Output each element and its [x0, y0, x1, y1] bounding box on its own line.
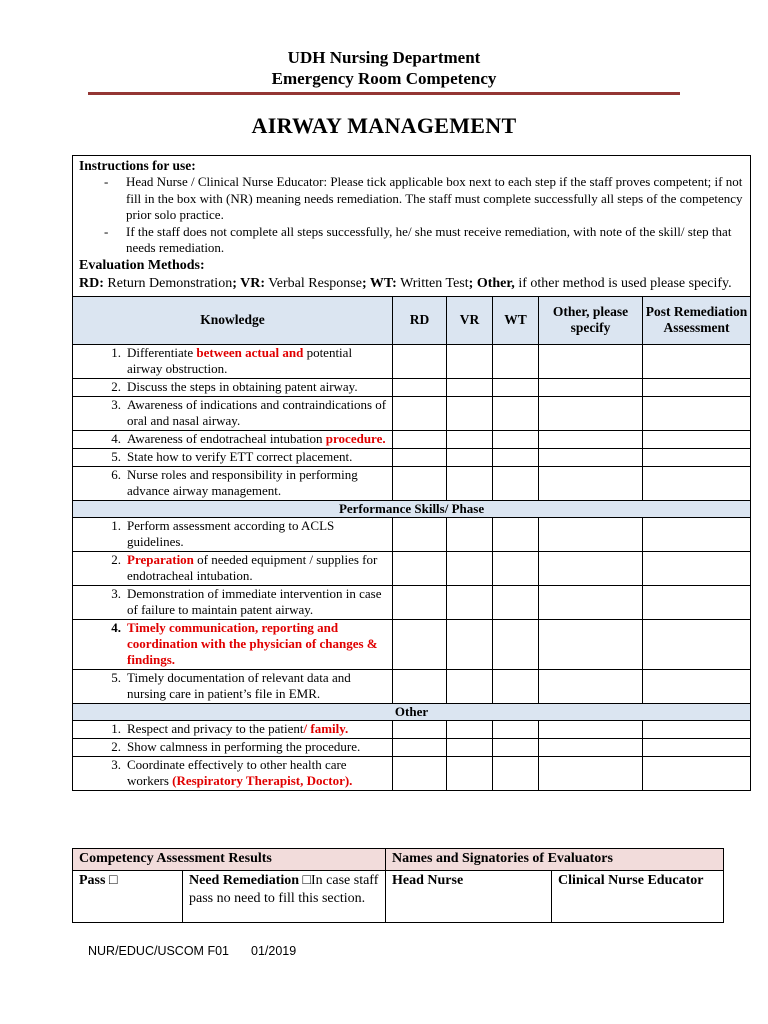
- checklist-row: [73, 430, 751, 448]
- check-cell-other[interactable]: [539, 517, 643, 551]
- check-cell-post-remediation[interactable]: [643, 585, 751, 619]
- check-cell-rd[interactable]: [393, 756, 447, 790]
- check-cell-rd[interactable]: [393, 448, 447, 466]
- item-number: 3.: [111, 396, 121, 412]
- item-number: 4.: [111, 619, 121, 635]
- item-text: State how to verify ETT correct placement.: [127, 448, 353, 464]
- need-remediation-cell[interactable]: [183, 871, 386, 923]
- checklist-item: [73, 466, 393, 500]
- check-cell-wt[interactable]: [493, 378, 539, 396]
- column-header-other: Other, please specify: [539, 296, 643, 344]
- check-cell-vr[interactable]: [447, 720, 493, 738]
- check-cell-vr[interactable]: [447, 619, 493, 669]
- check-cell-wt[interactable]: [493, 585, 539, 619]
- item-number: 1.: [111, 720, 121, 736]
- item-text: Discuss the steps in obtaining patent airway.: [127, 378, 358, 394]
- check-cell-rd[interactable]: [393, 738, 447, 756]
- check-cell-wt[interactable]: [493, 396, 539, 430]
- check-cell-rd[interactable]: [393, 669, 447, 703]
- check-cell-other[interactable]: [539, 720, 643, 738]
- check-cell-post-remediation[interactable]: [643, 448, 751, 466]
- item-text: Differentiate between actual and potential airway obstruction.: [127, 344, 353, 376]
- form-footer: [88, 944, 318, 958]
- check-cell-other[interactable]: [539, 619, 643, 669]
- item-text: Awareness of indications and contraindications of oral and nasal airway.: [127, 396, 387, 428]
- check-cell-rd[interactable]: [393, 551, 447, 585]
- evaluation-methods: Evaluation Methods: RD: Return Demonstration; VR: Verbal Response; WT: Written Test; Other, if other method is used please specify.: [79, 257, 745, 293]
- check-cell-rd[interactable]: [393, 378, 447, 396]
- competency-checklist-table: [72, 155, 751, 791]
- item-text: Timely documentation of relevant data and nursing care in patient’s file in EMR.: [127, 669, 351, 701]
- checklist-row: [73, 585, 751, 619]
- page-title: AIRWAY MANAGEMENT: [251, 113, 517, 138]
- instructions-box: [73, 156, 751, 297]
- check-cell-vr[interactable]: [447, 344, 493, 378]
- clinical-educator-signature[interactable]: Clinical Nurse Educator: [552, 871, 724, 923]
- check-cell-rd[interactable]: [393, 619, 447, 669]
- item-number: 6.: [111, 466, 121, 482]
- assessment-results-table: [72, 848, 724, 923]
- check-cell-vr[interactable]: [447, 378, 493, 396]
- checklist-item: [73, 720, 393, 738]
- item-text: Awareness of endotracheal intubation procedure.: [127, 430, 386, 446]
- pass-checkbox[interactable]: Pass □: [73, 871, 183, 923]
- check-cell-vr[interactable]: [447, 756, 493, 790]
- check-cell-other[interactable]: [539, 551, 643, 585]
- check-cell-post-remediation[interactable]: [643, 517, 751, 551]
- checklist-item: [73, 378, 393, 396]
- checklist-item: [73, 517, 393, 551]
- checklist-row: [73, 619, 751, 669]
- check-cell-wt[interactable]: [493, 669, 539, 703]
- item-number: 2.: [111, 378, 121, 394]
- column-header-post-remediation: Post Remediation Assessment: [643, 296, 751, 344]
- item-number: 1.: [111, 517, 121, 533]
- check-cell-vr[interactable]: [447, 669, 493, 703]
- column-header-vr: VR: [447, 296, 493, 344]
- item-number: 3.: [111, 585, 121, 601]
- check-cell-wt[interactable]: [493, 517, 539, 551]
- checklist-item: [73, 396, 393, 430]
- check-cell-post-remediation[interactable]: [643, 344, 751, 378]
- check-cell-wt[interactable]: [493, 430, 539, 448]
- department-title: UDH Nursing Department: [287, 48, 481, 67]
- check-cell-wt[interactable]: [493, 756, 539, 790]
- item-text: Demonstration of immediate intervention in case of failure to maintain patent airway.: [127, 585, 382, 617]
- check-cell-other[interactable]: [539, 466, 643, 500]
- check-cell-wt[interactable]: [493, 619, 539, 669]
- evaluators-heading: Names and Signatories of Evaluators: [386, 849, 724, 871]
- check-cell-wt[interactable]: [493, 448, 539, 466]
- check-cell-vr[interactable]: [447, 738, 493, 756]
- header-divider: [88, 92, 680, 95]
- item-number: 2.: [111, 551, 121, 567]
- check-cell-wt[interactable]: [493, 738, 539, 756]
- check-cell-vr[interactable]: [447, 585, 493, 619]
- checklist-item: [73, 585, 393, 619]
- check-cell-other[interactable]: [539, 448, 643, 466]
- check-cell-other[interactable]: [539, 378, 643, 396]
- check-cell-rd[interactable]: [393, 430, 447, 448]
- item-text: Respect and privacy to the patient/ family.: [127, 720, 349, 736]
- checklist-row: [73, 669, 751, 703]
- checklist-row: [73, 738, 751, 756]
- check-cell-post-remediation[interactable]: [643, 738, 751, 756]
- other-section: [73, 720, 751, 790]
- check-cell-post-remediation[interactable]: [643, 669, 751, 703]
- check-cell-wt[interactable]: [493, 466, 539, 500]
- performance-section-heading: Performance Skills/ Phase: [73, 500, 751, 517]
- checklist-item: [73, 448, 393, 466]
- checklist-row: [73, 517, 751, 551]
- check-cell-wt[interactable]: [493, 720, 539, 738]
- item-text: Preparation of needed equipment / supplies for endotracheal intubation.: [127, 551, 378, 583]
- evaluation-methods-heading: Evaluation Methods:: [79, 257, 205, 273]
- item-text: Nurse roles and responsibility in performing advance airway management.: [127, 466, 358, 498]
- check-cell-vr[interactable]: [447, 466, 493, 500]
- checklist-row: [73, 466, 751, 500]
- check-cell-post-remediation[interactable]: [643, 396, 751, 430]
- competency-subtitle: Emergency Room Competency: [271, 69, 497, 88]
- check-cell-wt[interactable]: [493, 551, 539, 585]
- item-text: Coordinate effectively to other health care workers (Respiratory Therapist, Doctor).: [127, 756, 353, 788]
- check-cell-post-remediation[interactable]: [643, 720, 751, 738]
- check-cell-other[interactable]: [539, 344, 643, 378]
- check-cell-vr[interactable]: [447, 448, 493, 466]
- check-cell-other[interactable]: [539, 669, 643, 703]
- instructions-heading: Instructions for use:: [79, 158, 196, 173]
- checklist-row: [73, 396, 751, 430]
- checklist-row: [73, 378, 751, 396]
- checklist-row: [73, 551, 751, 585]
- checklist-row: [73, 448, 751, 466]
- checklist-row: [73, 720, 751, 738]
- item-text: Show calmness in performing the procedure.: [127, 738, 361, 754]
- results-heading: Competency Assessment Results: [73, 849, 386, 871]
- need-remediation-checkbox[interactable]: Need Remediation □: [189, 873, 311, 888]
- check-cell-vr[interactable]: [447, 517, 493, 551]
- other-section-heading: Other: [73, 703, 751, 720]
- instruction-bullet: - Head Nurse / Clinical Nurse Educator: Please tick applicable box next to each step if the staff proves competent; if not fill in the box with (NR) meaning needs remediation. The staff must complete successfully all steps of the competency prior solo practice.: [104, 174, 743, 222]
- check-cell-vr[interactable]: [447, 396, 493, 430]
- form-date: 01/2019: [251, 944, 297, 958]
- check-cell-rd[interactable]: [393, 466, 447, 500]
- checklist-item: [73, 344, 393, 378]
- performance-section: [73, 517, 751, 703]
- item-number: 5.: [111, 448, 121, 464]
- check-cell-post-remediation[interactable]: [643, 466, 751, 500]
- check-cell-rd[interactable]: [393, 396, 447, 430]
- check-cell-rd[interactable]: [393, 720, 447, 738]
- instruction-bullet: - If the staff does not complete all steps successfully, he/ she must receive remediation, with note of the skill/ step that needs remediation.: [104, 223, 732, 255]
- checklist-item: [73, 430, 393, 448]
- check-cell-post-remediation[interactable]: [643, 619, 751, 669]
- check-cell-rd[interactable]: [393, 344, 447, 378]
- item-number: 5.: [111, 669, 121, 685]
- checklist-item: [73, 738, 393, 756]
- checklist-row: [73, 344, 751, 378]
- check-cell-post-remediation[interactable]: [643, 430, 751, 448]
- need-remediation-note: In case staff pass no need to fill this section.: [189, 873, 379, 906]
- knowledge-section: [73, 344, 751, 500]
- check-cell-vr[interactable]: [447, 430, 493, 448]
- check-cell-other[interactable]: [539, 756, 643, 790]
- item-number: 3.: [111, 756, 121, 772]
- checklist-item: [73, 669, 393, 703]
- checklist-row: [73, 756, 751, 790]
- check-cell-wt[interactable]: [493, 344, 539, 378]
- item-text: Perform assessment according to ACLS guidelines.: [127, 517, 335, 549]
- head-nurse-signature[interactable]: Head Nurse: [386, 871, 552, 923]
- item-number: 2.: [111, 738, 121, 754]
- check-cell-rd[interactable]: [393, 517, 447, 551]
- item-number: 1.: [111, 344, 121, 360]
- form-code: NUR/EDUC/USCOM F01: [88, 944, 229, 958]
- check-cell-other[interactable]: [539, 430, 643, 448]
- column-header-wt: WT: [493, 296, 539, 344]
- checklist-item: [73, 756, 393, 790]
- checklist-item: [73, 619, 393, 669]
- check-cell-other[interactable]: [539, 585, 643, 619]
- item-text: Timely communication, reporting and coordination with the physician of changes & findings.: [127, 619, 378, 667]
- item-number: 4.: [111, 430, 121, 446]
- check-cell-rd[interactable]: [393, 585, 447, 619]
- check-cell-post-remediation[interactable]: [643, 756, 751, 790]
- check-cell-other[interactable]: [539, 738, 643, 756]
- check-cell-vr[interactable]: [447, 551, 493, 585]
- checklist-item: [73, 551, 393, 585]
- column-header-rd: RD: [393, 296, 447, 344]
- check-cell-other[interactable]: [539, 396, 643, 430]
- check-cell-post-remediation[interactable]: [643, 378, 751, 396]
- column-header-knowledge: Knowledge: [73, 296, 393, 344]
- check-cell-post-remediation[interactable]: [643, 551, 751, 585]
